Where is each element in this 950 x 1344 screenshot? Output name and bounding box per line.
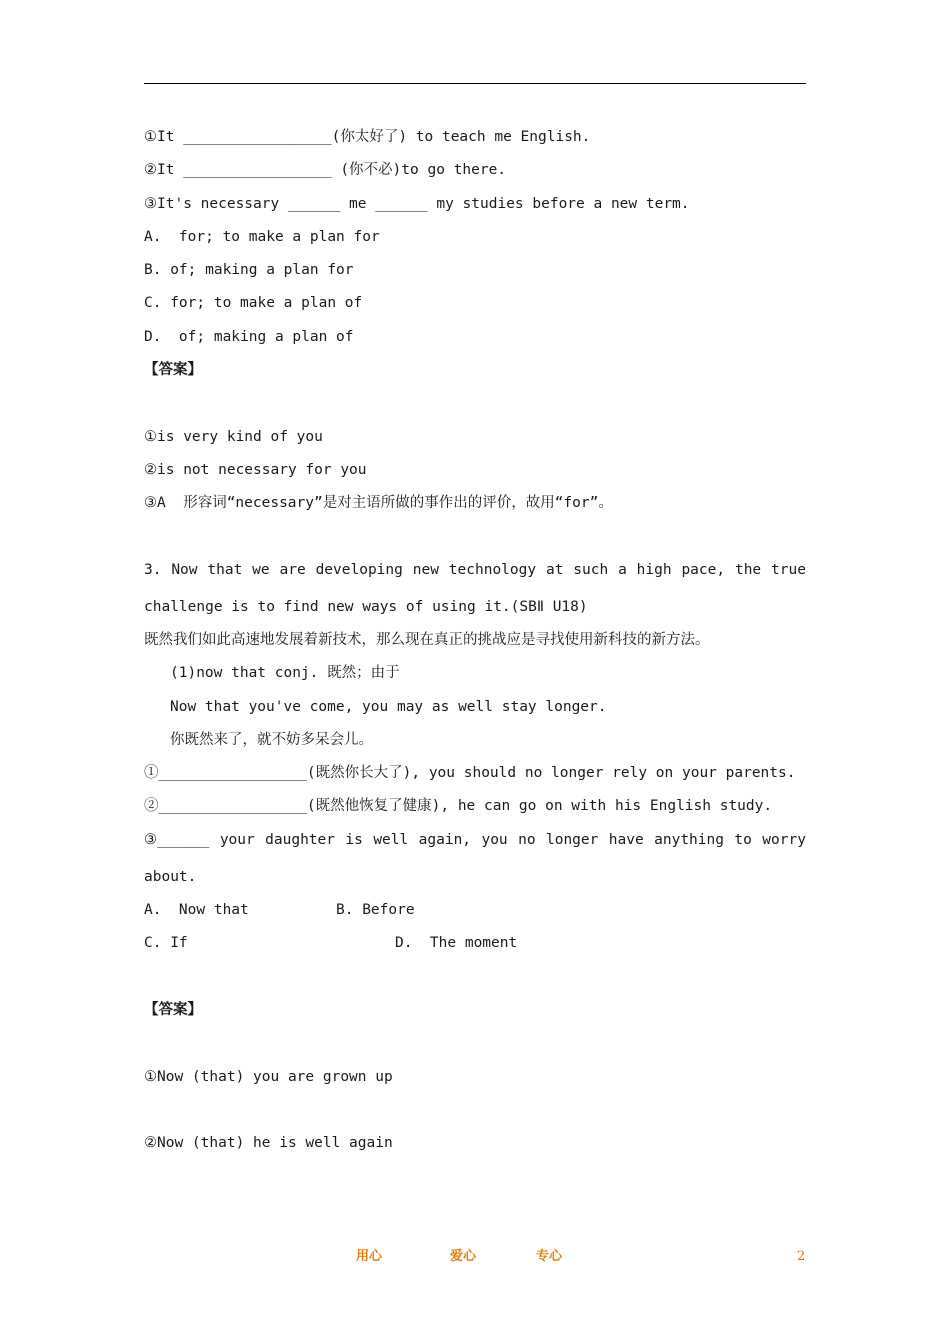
- word: 3.: [144, 562, 162, 578]
- word: Now: [171, 562, 198, 578]
- word: your: [219, 832, 255, 848]
- answer-line: ①Now (that) you are grown up: [144, 1069, 393, 1085]
- page-number: 2: [797, 1249, 806, 1264]
- word: pace,: [681, 562, 726, 578]
- word: a: [618, 562, 627, 578]
- exercise-line: ②_________________(既然他恢复了健康), he can go on with his English study.: [144, 798, 773, 814]
- note-heading: (1)now that conj. 既然；由于: [170, 665, 400, 681]
- exercise-3-line-2: about.: [144, 869, 197, 885]
- option-b: B. Before: [336, 902, 415, 918]
- word: have: [608, 832, 644, 848]
- sentence-line-1: [144, 560, 806, 580]
- answer-line: ②is not necessary for you: [144, 462, 367, 478]
- option-line: B. of; making a plan for: [144, 262, 354, 278]
- word: the: [734, 562, 762, 578]
- answer-heading: 【答案】: [144, 1002, 202, 1018]
- option-line: D. of; making a plan of: [144, 329, 354, 345]
- exercise-line: ②It _________________ (你不必)to go there.: [144, 162, 507, 178]
- example-chinese: 你既然来了，就不妨多呆会儿。: [170, 732, 373, 748]
- word: that: [207, 562, 243, 578]
- word: new: [412, 562, 439, 578]
- word: are: [279, 562, 306, 578]
- word: you: [481, 832, 508, 848]
- word: again,: [418, 832, 472, 848]
- word: such: [573, 562, 609, 578]
- word: anything: [654, 832, 724, 848]
- sentence-translation: 既然我们如此高速地发展着新技术，那么现在真正的挑战应是寻找使用新科技的新方法。: [144, 632, 710, 648]
- sentence-line-2: challenge is to find new ways of using it.(SBⅡ U18): [144, 599, 588, 615]
- answer-heading: 【答案】: [144, 362, 202, 378]
- word: technology: [448, 562, 537, 578]
- footer-label: 专心: [536, 1249, 563, 1264]
- word: daughter: [265, 832, 335, 848]
- answer-line: ②Now (that) he is well again: [144, 1135, 393, 1151]
- footer-label: 爱心: [450, 1249, 477, 1264]
- word: is: [345, 832, 363, 848]
- exercise-line: ①_________________(既然你长大了), you should no longer rely on your parents.: [144, 765, 796, 781]
- footer-label: 用心: [356, 1249, 383, 1264]
- word: true: [771, 562, 806, 578]
- example-english: Now that you've come, you may as well stay longer.: [170, 699, 607, 715]
- word: to: [734, 832, 752, 848]
- answer-line: ①is very kind of you: [144, 429, 323, 445]
- word: ③______: [144, 832, 210, 848]
- exercise-line: ①It _________________(你太好了) to teach me English.: [144, 129, 591, 145]
- header-rule: [144, 83, 806, 84]
- word: at: [545, 562, 564, 578]
- option-d: D. The moment: [395, 935, 518, 951]
- word: no: [518, 832, 536, 848]
- word: we: [252, 562, 270, 578]
- answer-line: ③A 形容词“necessary”是对主语所做的事作出的评价，故用“for”。: [144, 495, 613, 511]
- option-line: A. for; to make a plan for: [144, 229, 380, 245]
- option-a: A. Now that: [144, 902, 249, 918]
- word: developing: [315, 562, 403, 578]
- exercise-3-line-1: [144, 830, 806, 850]
- option-line: C. for; to make a plan of: [144, 295, 363, 311]
- option-c: C. If: [144, 935, 188, 951]
- word: well: [373, 832, 409, 848]
- exercise-line: ③It's necessary ______ me ______ my studies before a new term.: [144, 196, 690, 212]
- word: worry: [762, 832, 806, 848]
- word: high: [636, 562, 672, 578]
- word: longer: [545, 832, 599, 848]
